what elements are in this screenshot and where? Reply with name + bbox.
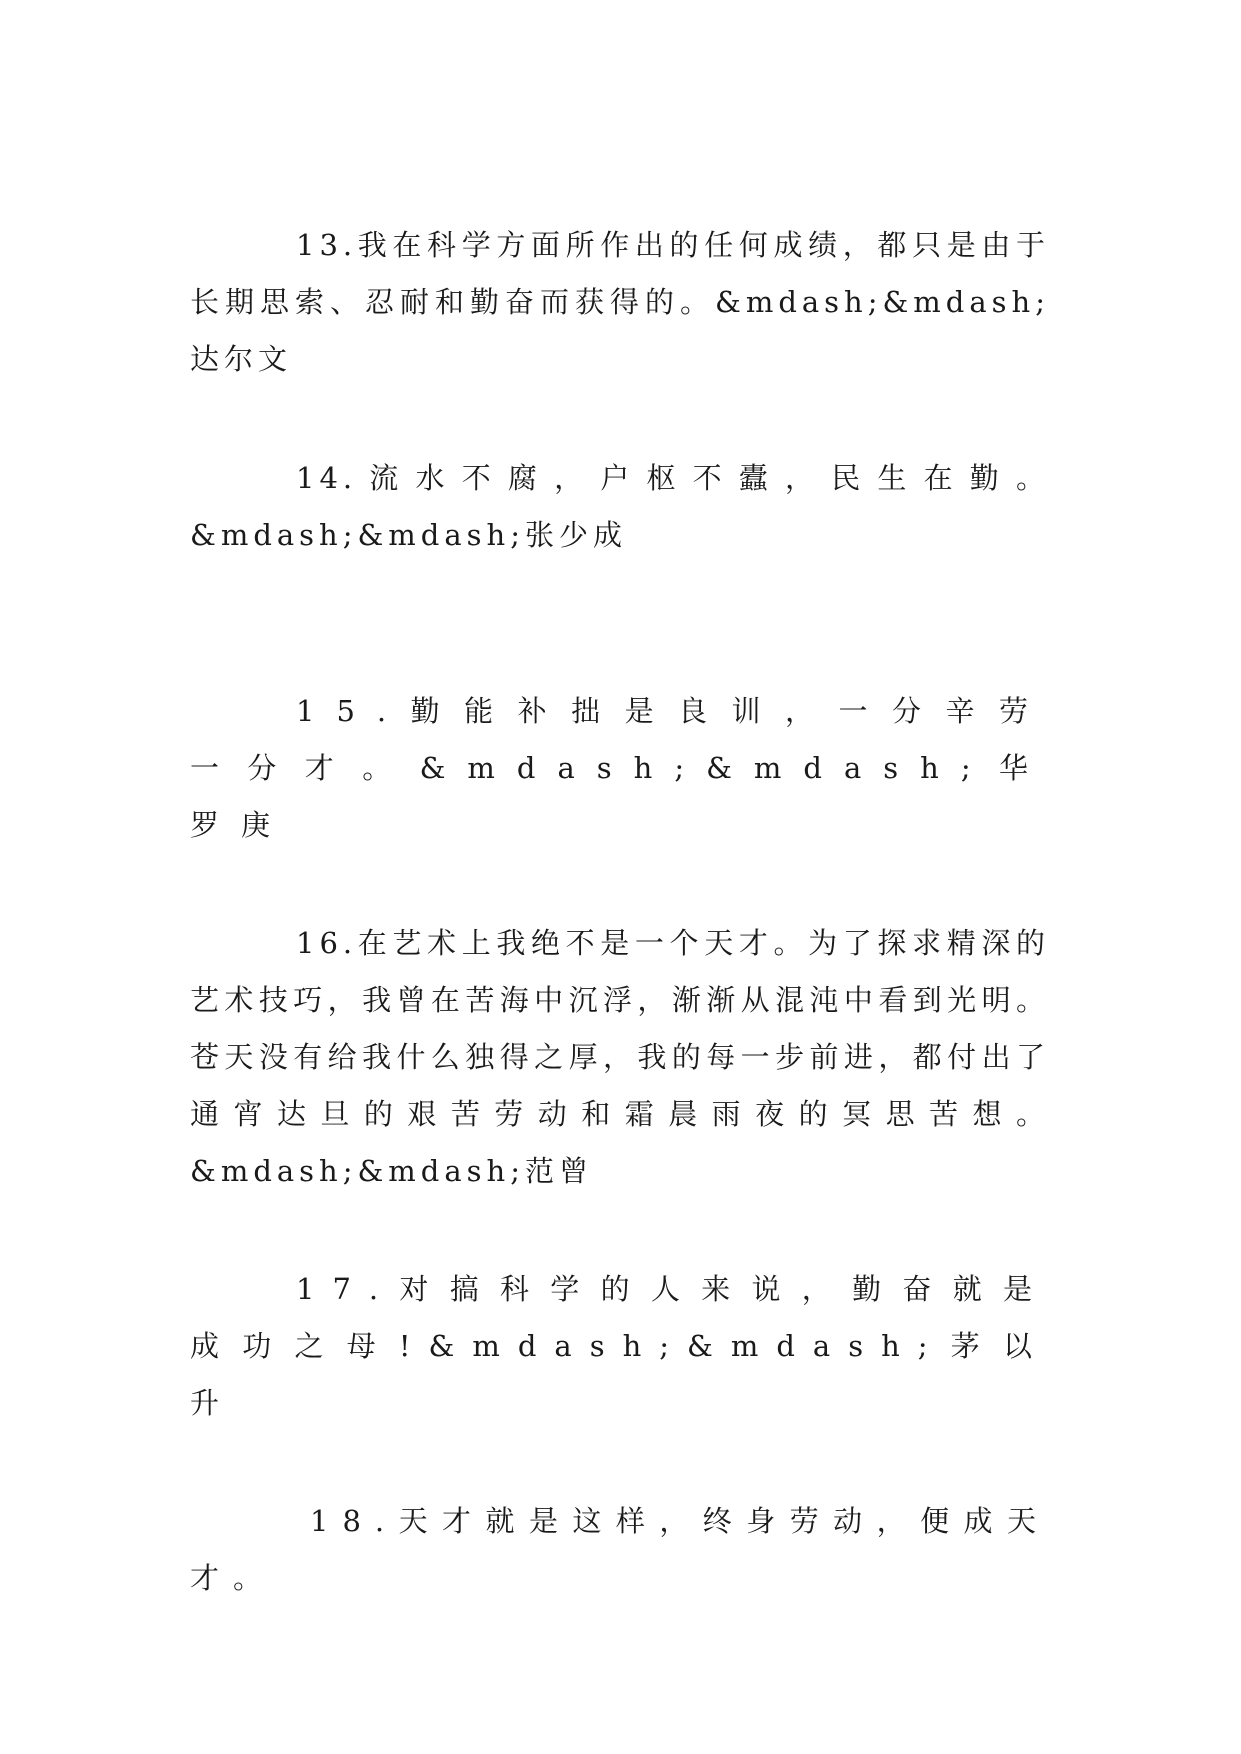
quote-paragraph-18: 18.天才就是这样，终身劳动，便成天才。	[190, 1504, 1050, 1595]
quote-paragraph-17: 17.对搞科学的人来说，勤奋就是成功之母!&mdash;&mdash;茅以升	[190, 1272, 1050, 1420]
quote-paragraph-16: 16.在艺术上我绝不是一个天才。为了探求精深的艺术技巧，我曾在苦海中沉浮，渐渐从混沌中看到光明。苍天没有给我什么独得之厚，我的每一步前进，都付出了通宵达旦的艰苦劳动和霜晨雨夜的冥思苦想。&mdash;&mdash;范曾	[190, 926, 1050, 1188]
quote-paragraph-14: 14.流水不腐，户枢不蠹，民生在勤。&mdash;&mdash;张少成	[190, 461, 1050, 552]
quote-paragraph-13: 13.我在科学方面所作出的任何成绩，都只是由于长期思索、忍耐和勤奋而获得的。&mdash;&mdash;达尔文	[190, 228, 1050, 376]
quote-paragraph-15: 15.勤能补拙是良训，一分辛劳一分才。&mdash;&mdash;华罗庚	[190, 694, 1050, 842]
